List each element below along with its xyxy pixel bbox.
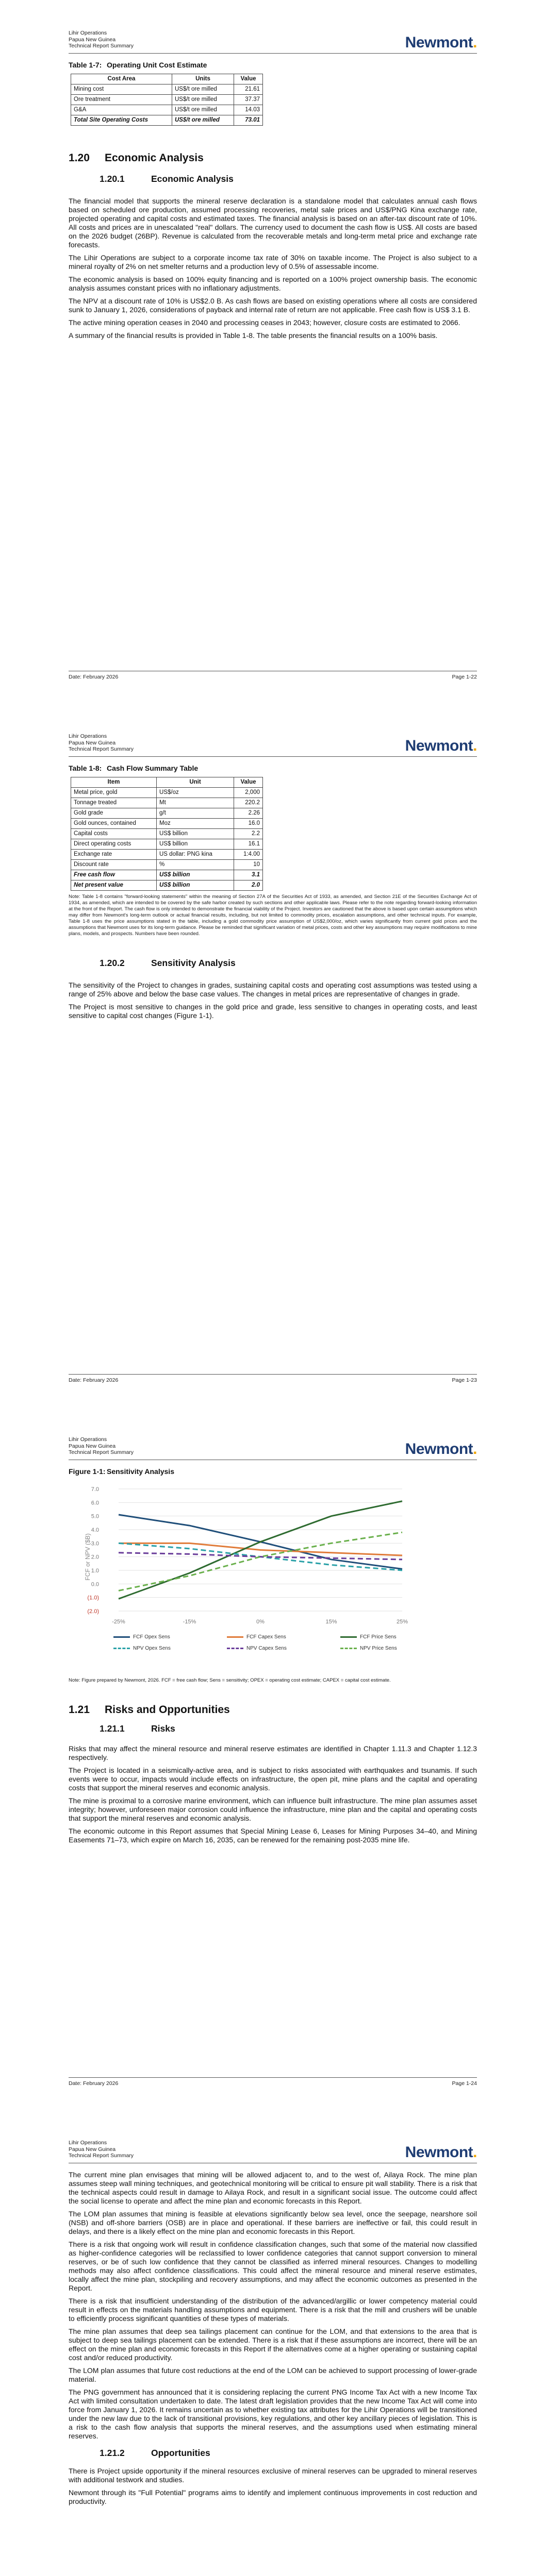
table-header: Value: [234, 74, 263, 84]
header-divider: [69, 53, 477, 54]
table-row: Ore treatment US$/t ore milled 37.37: [71, 95, 263, 105]
y-tick-label: 4.0: [91, 1527, 99, 1533]
table-row: Gold ounces, contained Moz 16.0: [71, 819, 263, 829]
paragraph: Risks that may affect the mineral resource and mineral reserve estimates are identified in Chapter 1.11.3 and Chapter 1.12.3 respectively.: [69, 1744, 477, 1761]
y-tick-label: 7.0: [91, 1486, 99, 1493]
table-header: Cost Area: [71, 74, 172, 84]
paragraph: There is a risk that ongoing work will result in confidence classification changes, such that some of the material now classified as higher-confidence categories will be reclassified to lower confidence categories that cannot support conversion to mineral reserves, or be of such low confidence that they cannot be classified as inferred mineral resources. Changes to modelling methods may also affect confidence classifications. This could affect the mineral resource and mineral reserve estimates, locally affect the mine plan, stockpiling and recovery assumptions, and may affect the economic outcomes as presented in the Report.: [69, 2240, 477, 2292]
table-row: Metal price, gold US$/oz 2,000: [71, 788, 263, 798]
footer-divider: [69, 1374, 477, 1375]
header-doc-type: Technical Report Summary: [69, 1449, 134, 1455]
page-2-body: [69, 764, 477, 1024]
y-tick-label: (1.0): [87, 1595, 99, 1601]
legend-label: NPV Capex Sens: [246, 1646, 287, 1651]
table-caption: Table 1-7: Operating Unit Cost Estimate: [69, 61, 207, 69]
newmont-logo: Newmont.: [405, 737, 477, 754]
page-number: Page 1-23: [452, 1377, 477, 1383]
legend-label: FCF Capex Sens: [246, 1634, 286, 1640]
table-header: Item: [71, 777, 157, 788]
table-row: Discount rate % 10: [71, 860, 263, 870]
figure-note: Note: Figure prepared by Newmont, 2026. FCF = free cash flow; Sens = sensitivity; OPEX = operating cost estimate; CAPEX = capital cost estimate.: [69, 1677, 391, 1683]
footer-date: Date: February 2026: [69, 674, 119, 680]
header-doc-type: Technical Report Summary: [69, 43, 134, 49]
paragraph: The LOM plan assumes that mining is feasible at elevations significantly below sea level, once the seepage, nearshore soil (NSB) and off-shore barriers (OSB) are in place and operational. If these barriers are ineffective or fail, this could result in delays, and there is a likely effect on the mine plan and economic forecasts in this Report.: [69, 2210, 477, 2235]
header-country: Papua New Guinea: [69, 36, 116, 43]
header-country: Papua New Guinea: [69, 2146, 116, 2153]
paragraph: The financial model that supports the mineral reserve declaration is a standalone model that calculates annual cash flows based on scheduled ore production, assumed processing recoveries, metal sale prices and US$/PNG Kina exchange rate, projected operating and capital costs and estimated taxes. The financial analysis is based on an after-tax discount rate of 10%. All costs and prices are in unescalated "real" dollars. The currency used to document the cash flow is US$. All costs are based on the 2026 budget (26BP). Revenue is calculated from the recoverable metals and long-term metal price and exchange rate forecasts.: [69, 197, 477, 249]
page-1-body: [69, 61, 477, 344]
y-axis-label: FCF or NPV ($B): [84, 1533, 91, 1581]
legend-item: [113, 1646, 171, 1651]
paragraph: The LOM plan assumes that future cost reductions at the end of the LOM can be achieved to support processing of lower-grade material.: [69, 2366, 477, 2383]
y-tick-label: (2.0): [87, 1608, 99, 1615]
newmont-logo: Newmont.: [405, 2144, 477, 2161]
legend-swatch: [340, 1648, 357, 1649]
paragraph: There is Project upside opportunity if the mineral resources exclusive of mineral reserves can be upgraded to mineral reserves with additional testwork and studies.: [69, 2467, 477, 2484]
report-page-1: [0, 0, 544, 703]
legend-item: [227, 1634, 286, 1640]
report-page-3: [0, 1406, 544, 2110]
report-page-4: [0, 2110, 544, 2576]
table-total-row: Free cash flow US$ billion 3.1: [71, 870, 263, 880]
table-total-row: Net present value US$ billion 2.0: [71, 880, 263, 891]
table-caption: Table 1-8: Cash Flow Summary Table: [69, 764, 199, 772]
table-total-row: Total Site Operating Costs US$/t ore milled 73.01: [71, 115, 263, 126]
paragraph: The economic analysis is based on 100% equity financing and is reported on a 100% project ownership basis. The economic analysis assumes constant prices with no inflationary adjustments.: [69, 275, 477, 292]
x-tick-label: 15%: [325, 1619, 337, 1625]
section-heading: 1.21 Risks and Opportunities: [69, 1704, 230, 1716]
y-tick-label: 3.0: [91, 1540, 99, 1547]
legend-item: [113, 1634, 170, 1640]
legend-label: NPV Opex Sens: [133, 1646, 171, 1651]
legend-label: NPV Price Sens: [360, 1646, 397, 1651]
legend-label: FCF Opex Sens: [133, 1634, 170, 1640]
paragraph: The mine is proximal to a corrosive marine environment, which can influence built infrastructure. The mine plan assumes asset integrity; however, unforeseen major corrosion could influence the infrastructure, mine plan and the capital and operating costs that support the mineral reserves and economic analysis.: [69, 1797, 477, 1822]
table-row: Direct operating costs US$ billion 16.1: [71, 839, 263, 850]
table-row: Gold grade g/t 2.26: [71, 808, 263, 819]
legend-item: [227, 1646, 287, 1651]
page-footer: [69, 1377, 477, 1383]
table-row: Exchange rate US dollar: PNG kina 1:4.00: [71, 850, 263, 860]
y-tick-label: 1.0: [91, 1568, 99, 1574]
header-country: Papua New Guinea: [69, 739, 116, 746]
paragraph: The sensitivity of the Project to changes in grades, sustaining capital costs and operating cost assumptions was tested using a range of 25% above and below the base case values. The changes in metal prices are representative of changes in grade.: [69, 981, 477, 998]
table-row: Capital costs US$ billion 2.2: [71, 829, 263, 839]
cash-flow-table: [71, 777, 263, 891]
x-tick-label: 25%: [396, 1619, 408, 1625]
header-divider: [69, 756, 477, 757]
page-header: [69, 1436, 134, 1456]
page-header: [69, 733, 134, 753]
subsection-heading: 1.21.1 Risks: [100, 1723, 175, 1734]
paragraph: Newmont through its "Full Potential" programs aims to identify and implement continuous improvements in cost reduction and productivity.: [69, 2488, 477, 2505]
page-3-figure-header: [69, 1467, 477, 1480]
table-row: Tonnage treated Mt 220.2: [71, 798, 263, 808]
page-header: [69, 30, 134, 49]
paragraph: The active mining operation ceases in 2040 and processing ceases in 2043; however, closure costs are estimated to 2066.: [69, 318, 460, 327]
paragraph: The PNG government has announced that it is considering replacing the current PNG Income Tax Act with a new Income Tax Act with limited consultation undertaken to date. The latest draft legislation provides that the new Income Tax Act will come into force from January 1, 2026. It remains uncertain as to whether existing tax attributes for the Lihir Operations will be transitioned under the new law due to the lack of transitional provisions, key regulations, and other key ancillary pieces of legislation. This is a risk to the cash flow analysis that supports the mineral reserves, and the assumptions used when estimating mineral reserves.: [69, 2388, 477, 2440]
header-company: Lihir Operations: [69, 2140, 107, 2146]
operating-cost-table: [71, 74, 263, 126]
figure-caption: Figure 1-1: Sensitivity Analysis: [69, 1467, 174, 1476]
legend-item: [340, 1646, 397, 1651]
paragraph: The NPV at a discount rate of 10% is US$2.0 B. As cash flows are based on existing operations where all costs are considered sunk to January 1, 2026, considerations of payback and internal rate of return are not applicable. Free cash flow is US$ 3.1 B.: [69, 297, 477, 314]
header-doc-type: Technical Report Summary: [69, 2153, 134, 2159]
report-page-2: [0, 703, 544, 1406]
page-number: Page 1-22: [452, 674, 477, 680]
subsection-heading: 1.20.2 Sensitivity Analysis: [100, 958, 236, 968]
paragraph: The mine plan assumes that deep sea tailings placement can continue for the LOM, and that extensions to the area that is subject to deep sea tailings placement can be extended. There is a risk that if these assumptions are incorrect, there will be an effect on the mine plan and economic forecasts in this Report if the alternatives come at a higher operating or sustaining capital cost and/or reduced productivity.: [69, 2327, 477, 2362]
legend-swatch: [227, 1648, 243, 1649]
x-tick-label: -15%: [183, 1619, 196, 1625]
legend-swatch: [113, 1648, 130, 1649]
page-header: [69, 2140, 134, 2159]
sensitivity-chart: [72, 1480, 433, 1665]
legend-swatch: [113, 1636, 130, 1638]
footer-divider: [69, 2077, 477, 2078]
paragraph: The Project is located in a seismically-active area, and is subject to risks associated with earthquakes and tsunamis. If such events were to occur, impacts would include effects on infrastructure, the open pit, mine plans and the capital and operating costs that support the mineral reserves and economic analysis.: [69, 1766, 477, 1792]
x-tick-label: -25%: [112, 1619, 125, 1625]
page-footer: [69, 2080, 477, 2087]
paragraph: The Lihir Operations are subject to a corporate income tax rate of 30% on taxable income. The Project is also subject to a mineral royalty of 2% on net smelter returns and a production levy of 0.5% of assessable income.: [69, 253, 477, 270]
footer-date: Date: February 2026: [69, 2080, 119, 2087]
legend-label: FCF Price Sens: [360, 1634, 397, 1640]
header-company: Lihir Operations: [69, 733, 107, 739]
legend-item: [340, 1634, 397, 1640]
table-header: Units: [172, 74, 234, 84]
x-tick-label: 0%: [256, 1619, 265, 1625]
page-4-body: [69, 2171, 477, 2510]
legend-swatch: [227, 1636, 243, 1638]
page-3-body: [69, 1677, 477, 1849]
subsection-heading: 1.21.2 Opportunities: [100, 2448, 210, 2458]
table-row: G&A US$/t ore milled 14.03: [71, 105, 263, 115]
subsection-heading: 1.20.1 Economic Analysis: [100, 174, 234, 184]
paragraph: The current mine plan envisages that mining will be allowed adjacent to, and to the west of, Ailaya Rock. The mine plan assumes steep wall mining techniques, and geotechnical monitoring will be critical to ensure pit wall stability. There is a risk that the technical aspects could result in damage to Ailaya Rock, and result in a significant social issue. The outcome could affect the social license to operate and affect the mine plan and economic forecasts in this Report.: [69, 2171, 477, 2205]
paragraph: A summary of the financial results is provided in Table 1-8. The table presents the financial results on a 100% basis.: [69, 331, 438, 340]
chart-legend: [72, 1480, 433, 1665]
y-tick-label: 5.0: [91, 1513, 99, 1520]
section-heading: 1.20 Economic Analysis: [69, 152, 204, 164]
y-tick-label: 6.0: [91, 1500, 99, 1506]
table-row: Mining cost US$/t ore milled 21.61: [71, 84, 263, 95]
newmont-logo: Newmont.: [405, 1440, 477, 1458]
y-tick-label: 2.0: [91, 1554, 99, 1561]
header-company: Lihir Operations: [69, 1436, 107, 1443]
footer-date: Date: February 2026: [69, 1377, 119, 1383]
header-country: Papua New Guinea: [69, 1443, 116, 1449]
paragraph: The economic outcome in this Report assumes that Special Mining Lease 6, Leases for Mining Purposes 34–40, and Mining Easements 71–73, which expire on March 16, 2035, can be renewed for the remaining post-2035 mine life.: [69, 1827, 477, 1844]
page-number: Page 1-24: [452, 2080, 477, 2087]
header-doc-type: Technical Report Summary: [69, 746, 134, 752]
page-footer: [69, 674, 477, 680]
legend-swatch: [340, 1636, 357, 1638]
table-note: Note: Table 1-8 contains "forward-looking statements" within the meaning of Section 27A of the Securities Act of 1933, as amended, and Section 21E of the Securities Exchange Act of 1934, as amended, which are intended to be covered by the safe harbor created by such sections and other applicable laws. Please refer to the note regarding forward-looking information at the front of the Report. The cash flow is only intended to demonstrate the financial viability of the Project. Investors are cautioned that the above is based upon certain assumptions which may differ from Newmont's long-term outlook or actual financial results, including, but not limited to commodity prices, escalation assumptions, and other technical inputs. For example, Table 1-8 uses the price assumptions stated in the table, including a gold commodity price assumption of US$2,000/oz, which varies significantly from current gold prices and the assumptions that Newmont uses for its long-term guidance. Please be reminded that significant variation of metal prices, costs and other key assumptions may require modifications to mine plans, models, and prospects. Numbers have been rounded.: [69, 894, 477, 937]
newmont-logo: Newmont.: [405, 34, 477, 51]
paragraph: The Project is most sensitive to changes in the gold price and grade, less sensitive to changes in operating costs, and least sensitive to capital cost changes (Figure 1-1).: [69, 1003, 477, 1020]
header-company: Lihir Operations: [69, 30, 107, 36]
table-header: Unit: [157, 777, 234, 788]
y-tick-label: 0.0: [91, 1581, 99, 1588]
paragraph: There is a risk that insufficient understanding of the distribution of the advanced/argillic or lower competency material could result in effects on the materials handling assumptions and equipment. There is a risk that the mill and crushers will be unable to efficiently process significant quantities of these types of materials.: [69, 2297, 477, 2323]
table-header: Value: [234, 777, 263, 788]
